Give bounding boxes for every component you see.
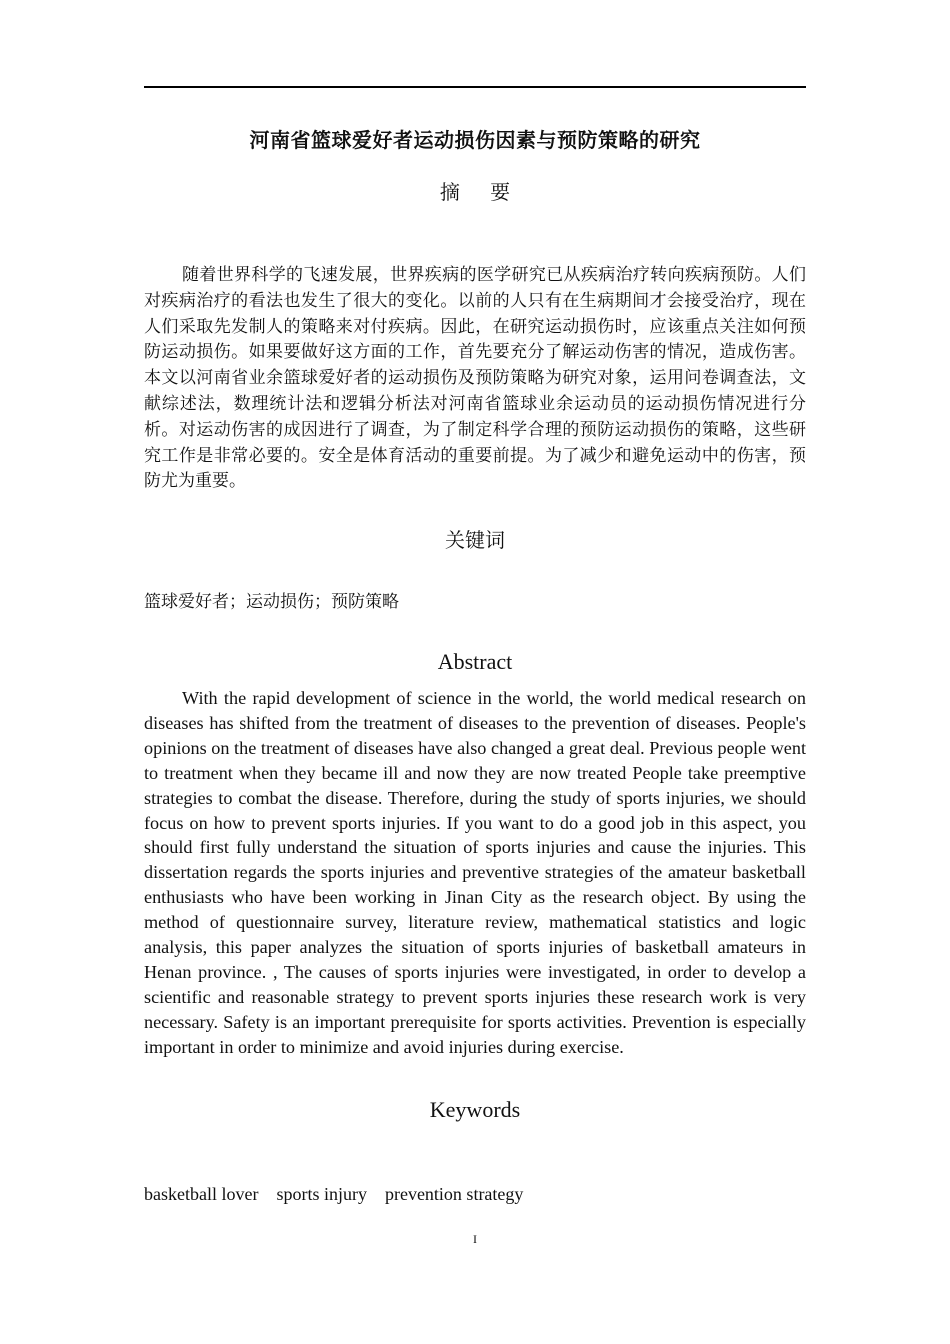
paper-title: 河南省篮球爱好者运动损伤因素与预防策略的研究 [249, 128, 701, 152]
keywords-heading-en: Keywords [429, 1097, 521, 1122]
header-rule [144, 86, 806, 88]
keywords-heading-cn: 关键词 [445, 528, 505, 552]
abstract-body-en: With the rapid development of science in the world, the world medical research on diseases has shifted from the treatment of diseases to the prevention of diseases. People's opinions on the treatment of diseases have also changed a great deal. Previous people went to treatment when they became ill and now they are now treated People take preemptive strategies to combat the disease. Therefore, during the study of sports injuries, we should focus on how to prevent sports injuries. If you want to do a good job in this aspect, you should first fully understand the situation of sports injuries and cause the injuries. This dissertation regards the sports injuries and preventive strategies of the amateur basketball enthusiasts who have been working in Jinan City as the research object. By using the method of questionnaire survey, literature review, mathematical statistics and logic analysis, this paper analyzes the situation of sports injuries of basketball amateurs in Henan province. , The causes of sports injuries were investigated, in order to develop a scientific and reasonable strategy to prevent sports injuries these research work is very necessary. Safety is an important prerequisite for sports activities. Prevention is especially important in order to minimize and avoid injuries during exercise. [144, 688, 806, 1057]
abstract-heading-en: Abstract [437, 649, 513, 674]
abstract-heading-cn: 摘 要 [439, 180, 523, 204]
keywords-en: basketball lover sports injury prevention strategy [144, 1184, 524, 1204]
abstract-body-cn: 随着世界科学的飞速发展，世界疾病的医学研究已从疾病治疗转向疾病预防。人们对疾病治疗的看法也发生了很大的变化。以前的人只有在生病期间才会接受治疗，现在人们采取先发制人的策略来对付疾病。因此，在研究运动损伤时，应该重点关注如何预防运动损伤。如果要做好这方面的工作，首先要充分了解运动伤害的情况，造成伤害。本文以河南省业余篮球爱好者的运动损伤及预防策略为研究对象，运用问卷调查法，文献综述法，数理统计法和逻辑分析法对河南省篮球业余运动员的运动损伤情况进行分析。对运动伤害的成因进行了调查，为了制定科学合理的预防运动损伤的策略，这些研究工作是非常必要的。安全是体育活动的重要前提。为了减少和避免运动中的伤害，预防尤为重要。 [144, 265, 806, 492]
keywords-cn: 篮球爱好者；运动损伤；预防策略 [144, 592, 399, 612]
page-number: I [473, 1232, 477, 1246]
